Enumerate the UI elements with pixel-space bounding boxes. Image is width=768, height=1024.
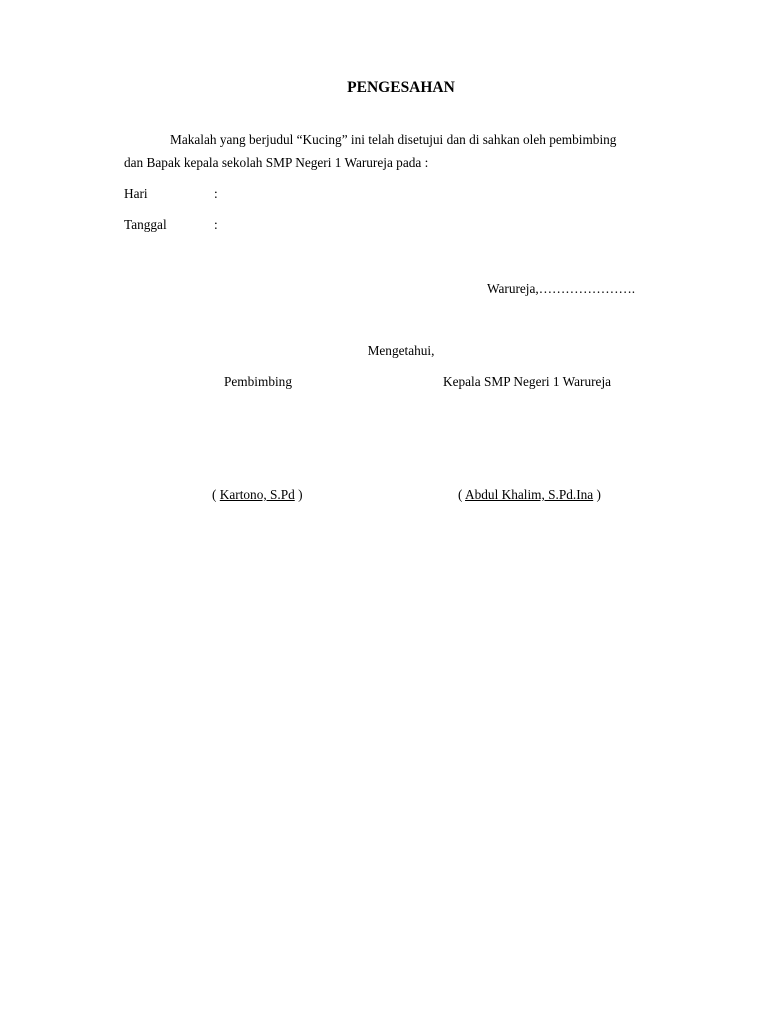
open-paren: (: [212, 487, 220, 502]
place-date: Warureja,………………….: [487, 281, 636, 296]
advisor-signature: [212, 488, 303, 501]
hari-colon: :: [214, 186, 218, 201]
hari-label: Hari: [124, 186, 148, 201]
page-title: PENGESAHAN: [347, 79, 455, 96]
advisor-role: Pembimbing: [224, 374, 292, 389]
open-paren: (: [458, 487, 466, 502]
principal-name: Abdul Khalim, S.Pd.Ina: [465, 487, 594, 502]
tanggal-label: Tanggal: [124, 217, 167, 232]
approval-paragraph-line-1: Makalah yang berjudul “Kucing” ini telah disetujui dan di sahkan oleh pembimbing: [170, 132, 617, 147]
principal-role: Kepala SMP Negeri 1 Warureja: [443, 374, 612, 389]
close-paren: ): [593, 487, 601, 502]
acknowledged-label: Mengetahui,: [367, 343, 435, 358]
advisor-name: Kartono, S.Pd: [219, 487, 295, 502]
principal-signature: [458, 488, 601, 501]
tanggal-colon: :: [214, 217, 218, 232]
approval-paragraph-line-2: dan Bapak kepala sekolah SMP Negeri 1 Warureja pada :: [124, 155, 429, 170]
close-paren: ): [294, 487, 303, 502]
